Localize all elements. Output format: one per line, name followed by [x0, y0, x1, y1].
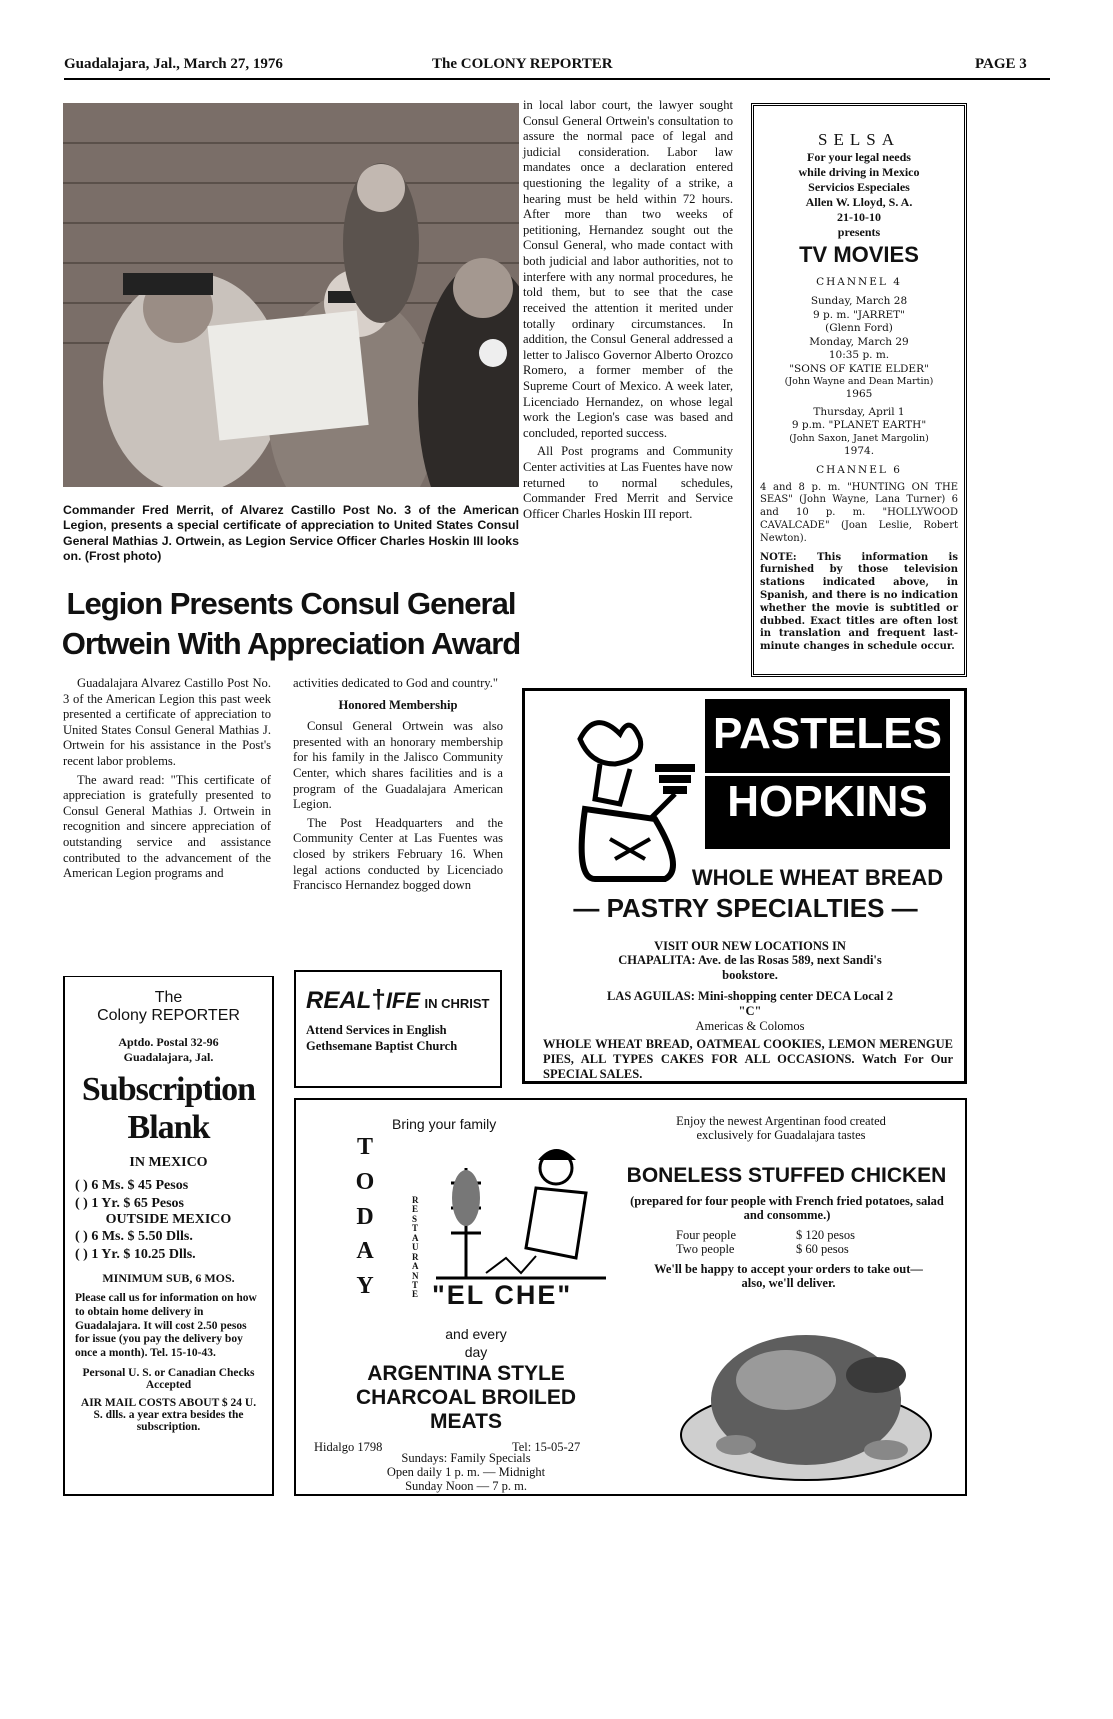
listing-line: 9 p.m. "PLANET EARTH"	[791, 419, 927, 432]
pasteles-tag-1: WHOLE WHEAT BREAD	[691, 865, 944, 890]
headline-line-2: Ortwein With Appreciation Award	[61, 626, 521, 661]
listing-line: 4 and 8 p. m. "HUNTING ON THE SEAS" (John Wayne, Lana Turner) 6 and 10 p. m. "HOLLYWOOD CAVALCADE" (Joan Leslie, Robert Newton).	[760, 481, 958, 544]
sub-rate[interactable]: ( ) 1 Yr. $ 10.25 Dlls.	[75, 1246, 196, 1262]
sub-in-mexico: IN MEXICO	[129, 1155, 208, 1170]
price-two-label: Two people	[676, 1242, 735, 1256]
pasteles-aguilas: LAS AGUILAS: Mini-shopping center DECA Local 2 "C"	[607, 989, 893, 1018]
sub-line: Aptdo. Postal 32-96	[118, 1035, 219, 1049]
today-vertical	[350, 1130, 380, 1304]
channel-label: CHANNEL 4	[816, 276, 902, 288]
paper-name: The COLONY REPORTER	[432, 56, 613, 72]
sub-title: Blank	[127, 1109, 210, 1146]
story-paragraph: Guadalajara Alvarez Castillo Post No. 3 of the American Legion this past week presented a certificate of appreciation to United States Consul General Mathias J. Ortwein for his assistance in the Post's recent labor problems.	[63, 676, 271, 769]
channel-label: CHANNEL 6	[816, 464, 902, 477]
story-paragraph: All Post programs and Community Center activities at Las Fuentes have now returned to normal schedules, Commander Fred Merrit and Service Officer Charles Hoskin III report.	[523, 444, 733, 521]
el-che-hours	[336, 1452, 596, 1493]
el-che-ad	[294, 1098, 967, 1496]
page-number: PAGE 3	[975, 56, 1027, 72]
story-paragraph: The award read: "This certificate of appreciation is gratefully presented to Consul General Mathias J. Ortwein in recognition and sincere appreciation of outstanding service and assistance contributed to the advancement of the American Legion programs and	[63, 772, 271, 881]
sub-line: The	[154, 989, 183, 1006]
selsa-line: while driving in Mexico	[798, 165, 920, 179]
restaurante-vertical: RESTAURANTE	[412, 1195, 419, 1300]
tv-movies-title: TV MOVIES	[799, 242, 919, 267]
el-che-tel: Tel: 15-05-27	[512, 1440, 581, 1454]
story-column-1	[63, 676, 271, 885]
real-life-ad	[294, 970, 502, 1088]
el-che-and-every: and every	[445, 1326, 507, 1342]
today-letter: D	[356, 1203, 374, 1230]
subhead-honored: Honored Membership	[338, 697, 458, 712]
sub-title: Subscription	[81, 1071, 256, 1108]
pasteles-visit: VISIT OUR NEW LOCATIONS IN	[654, 939, 846, 953]
listing-line: 10:35 p. m.	[828, 349, 890, 362]
listing-line: Monday, March 29	[809, 335, 909, 348]
selsa-presents: presents	[837, 225, 881, 239]
price-four-label: Four people	[676, 1228, 737, 1242]
selsa-tv-movies-ad	[751, 103, 967, 677]
header-rule	[64, 78, 1050, 80]
el-che-hours-line: Open daily 1 p. m. — Midnight	[386, 1464, 546, 1479]
today-letter: O	[355, 1168, 375, 1195]
el-che-address: Hidalgo 1798	[314, 1440, 383, 1454]
listing-line: 1965	[845, 388, 873, 401]
story-column-3	[523, 98, 733, 525]
pasteles-americas: Americas & Colomos	[695, 1019, 805, 1033]
pasteles-chapalita: CHAPALITA: Ave. de las Rosas 589, next Sandi's bookstore.	[618, 953, 882, 982]
photo-figures	[63, 103, 519, 487]
sub-rate[interactable]: ( ) 6 Ms. $ 45 Pesos	[75, 1178, 189, 1193]
sub-line: Colony REPORTER	[97, 1007, 240, 1024]
listing-line: Sunday, March 28	[810, 295, 908, 308]
selsa-name: SELSA	[818, 130, 900, 149]
listing-line: 9 p. m. "JARRET"	[813, 308, 905, 321]
pasteles-tag-2: — PASTRY SPECIALTIES —	[573, 893, 918, 923]
boneless-chicken: BONELESS STUFFED CHICKEN	[626, 1164, 947, 1187]
dateline: Guadalajara, Jal., March 27, 1976	[64, 56, 283, 72]
listing-line: 1974.	[843, 444, 875, 457]
cross-icon: †	[371, 984, 386, 1014]
chicken-prepared: (prepared for four people with French fried potatoes, salad and consomme.)	[630, 1194, 944, 1223]
price-two: $ 60 pesos	[796, 1242, 849, 1256]
story-paragraph: in local labor court, the lawyer sought Consul General Ortwein's consultation to assure the normal pace of legal and judicial consideration. Labor law mandates once a declaration entered questioning the legality of a strike, a hearing must be held within 72 hours. After more than two weeks of petitioning, Hernandez sought out the Consul General, who made contact with both judicial and labor authorities, not to interfere with any normal procedures, he told them, but to see that the case received the attention it merited under totally ordinary circumstances. In addition, the Consul General addressed a letter to Jalisco Governor Alberto Orozco Romero, a former member of the Supreme Court of Mexico. A week later, Licenciado Hernandez, on whose legal work the Legion's case was based and concluded, reported success.	[523, 98, 733, 440]
real-life-logo-a: REAL	[306, 987, 372, 1014]
listing-line: Thursday, April 1	[813, 405, 905, 418]
real-life-text: Attend Services in English Gethsemane Baptist Church	[306, 1023, 458, 1053]
el-che-hours-line: Sundays: Family Specials	[401, 1451, 531, 1465]
real-life-logo-b: IFE	[385, 988, 421, 1013]
el-che-hours-line: Sunday Noon — 7 p. m.	[405, 1478, 527, 1493]
sub-outside: OUTSIDE MEXICO	[105, 1212, 232, 1227]
sub-airmail: AIR MAIL COSTS ABOUT $ 24 U. S. dlls. a year extra besides the subscription.	[80, 1396, 257, 1433]
logo-divider	[705, 773, 950, 776]
el-che-happy: We'll be happy to accept your orders to take out—also, we'll deliver.	[654, 1262, 923, 1291]
listing-line: (John Wayne and Dean Martin)	[784, 376, 934, 388]
el-che-argentina: ARGENTINA STYLE	[367, 1362, 565, 1385]
selsa-line: Allen W. Lloyd, S. A.	[805, 195, 913, 209]
sub-rate[interactable]: ( ) 6 Ms. $ 5.50 Dlls.	[75, 1229, 193, 1244]
hopkins-name: HOPKINS	[727, 777, 928, 826]
listing-line: (Glenn Ford)	[825, 322, 893, 335]
el-che-meats: MEATS	[430, 1410, 502, 1433]
story-paragraph: The Post Headquarters and the Community Center at Las Fuentes was closed by strikers February 16. When legal actions conducted by Licenciado Francisco Hernandez bogged down	[293, 815, 503, 893]
sub-checks: Personal U. S. or Canadian Checks Accepted	[82, 1366, 255, 1391]
story-paragraph: Consul General Ortwein was also presented with an honorary membership for his family in the Jalisco Community Center, which shares facilities and is a program of the Guadalajara American Legion.	[293, 719, 503, 812]
el-che-day: day	[464, 1344, 488, 1360]
el-che-name: "EL CHE"	[432, 1280, 573, 1310]
today-letter: A	[356, 1238, 374, 1265]
sub-info: Please call us for information on how to obtain home delivery in Guadalajara. It will cost 2.50 pesos for issue (you pay the delivery boy once a month). Tel. 15-10-43.	[75, 1292, 257, 1360]
today-letter: T	[356, 1134, 373, 1160]
pasteles-name: PASTELES	[712, 709, 942, 758]
selsa-line: For your legal needs	[807, 150, 911, 164]
el-che-charcoal: CHARCOAL BROILED	[355, 1386, 577, 1409]
roast-chicken-icon	[676, 1305, 936, 1485]
baker-icon	[555, 709, 705, 889]
legion-photo	[63, 103, 519, 487]
el-che-enjoy: Enjoy the newest Argentinan food created exclusively for Guadalajara tastes	[676, 1114, 886, 1143]
sub-line: Guadalajara, Jal.	[123, 1050, 214, 1064]
today-letter: Y	[356, 1273, 374, 1300]
photo-caption: Commander Fred Merrit, of Alvarez Castillo Post No. 3 of the American Legion, presents a special certificate of appreciation to United States Consul General Mathias J. Ortwein, as Legion Service Officer Charles Hoskin III looks on. (Frost photo)	[63, 503, 519, 564]
listing-line: "SONS OF KATIE ELDER"	[789, 362, 929, 375]
el-che-bring: Bring your family	[392, 1116, 497, 1132]
sub-minimum: MINIMUM SUB, 6 MOS.	[102, 1271, 235, 1285]
selsa-phone: 21-10-10	[837, 210, 881, 224]
listing-line: (John Saxon, Janet Margolin)	[789, 432, 929, 444]
real-life-logo-c: IN CHRIST	[424, 996, 490, 1011]
story-column-2	[293, 676, 503, 897]
pasteles-hopkins-ad	[522, 688, 967, 1084]
gaucho-grill-icon	[426, 1138, 616, 1288]
subscription-blank	[63, 976, 274, 1496]
tv-note: NOTE: This information is furnished by those television stations indicated above, in Spanish, and there is no indication whether the movie is subtitled or dubbed. Exact titles are often lost in translation and frequent last-minute changes in schedule occur.	[760, 551, 958, 653]
real-life-logo	[306, 984, 490, 1015]
sub-rate[interactable]: ( ) 1 Yr. $ 65 Pesos	[75, 1195, 185, 1211]
story-paragraph: activities dedicated to God and country."	[293, 676, 499, 690]
price-four: $ 120 pesos	[796, 1228, 856, 1242]
pasteles-logo-block	[705, 699, 950, 849]
pasteles-products: WHOLE WHEAT BREAD, OATMEAL COOKIES, LEMON MERENGUE PIES, ALL TYPES CAKES FOR ALL OCCASIONS. Watch For Our SPECIAL SALES.	[543, 1037, 953, 1081]
headline-line-1: Legion Presents Consul General	[66, 586, 516, 621]
selsa-line: Servicios Especiales	[808, 180, 910, 194]
